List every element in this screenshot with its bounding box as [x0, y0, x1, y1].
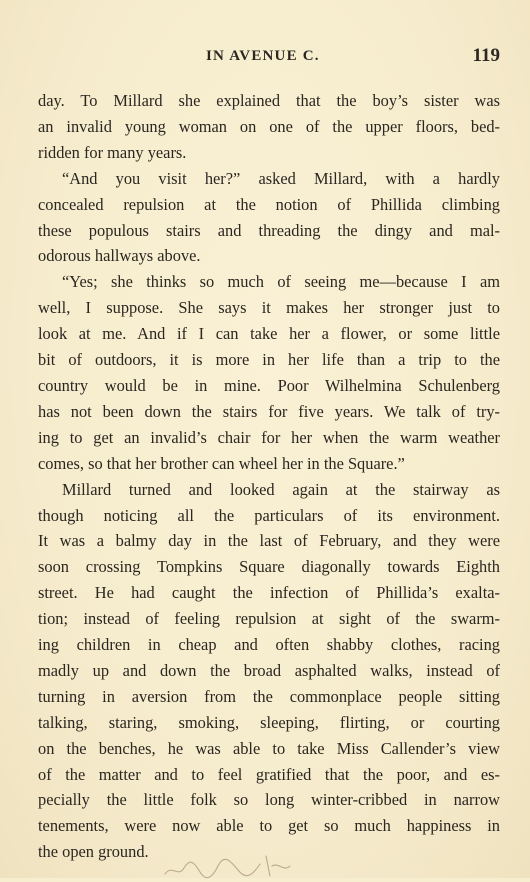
text-line: odorous hallways above. [38, 246, 201, 266]
text-line: pecially the little folk so long winter-cribbed in narrow [38, 790, 500, 810]
paragraph [38, 477, 500, 866]
text-line: has not been down the stairs for five years. We talk of try- [38, 401, 500, 421]
text-line: ing children in cheap and often shabby clothes, racing [38, 635, 500, 655]
text-line: on the benches, he was able to take Miss Callender’s view [38, 738, 500, 758]
text-line: well, I suppose. She says it makes her stronger just to [38, 298, 500, 318]
text-line: “And you visit her?” asked Millard, with a hardly [62, 168, 500, 188]
text-line: ridden for many years. [38, 142, 187, 162]
text-line: talking, staring, smoking, sleeping, flirting, or courting [38, 712, 500, 732]
text-line: soon crossing Tompkins Square diagonally towards Eighth [38, 557, 500, 577]
text-line: look at me. And if I can take her a flower, or some little [38, 324, 500, 344]
text-line: an invalid young woman on one of the upper floors, bed- [38, 116, 500, 136]
text-line: tenements, were now able to get so much happiness in [38, 816, 500, 836]
page-header [38, 45, 500, 74]
text-line: ing to get an invalid’s chair for her when the warm weather [38, 427, 500, 447]
text-line: comes, so that her brother can wheel her in the Square.” [38, 453, 405, 473]
text-line: country would be in mine. Poor Wilhelmina Schulenberg [38, 375, 500, 395]
paragraph [38, 88, 500, 166]
text-line: turning in aversion from the commonplace people sitting [38, 686, 500, 706]
text-line: madly up and down the broad asphalted walks, instead of [38, 660, 500, 680]
text-line: of the matter and to feel gratified that the poor, and es- [38, 764, 500, 784]
text-line: though noticing all the particulars of its environment. [38, 505, 500, 525]
text-line: street. He had caught the infection of Phillida’s exalta- [38, 583, 500, 603]
text-line: Millard turned and looked again at the stairway as [62, 479, 500, 499]
text-line: concealed repulsion at the notion of Phillida climbing [38, 194, 500, 214]
text-line: “Yes; she thinks so much of seeing me—because I am [62, 272, 500, 292]
body-text [38, 88, 500, 865]
text-line: the open ground. [38, 842, 149, 862]
paragraph [38, 166, 500, 270]
running-head: IN AVENUE C. [206, 48, 320, 64]
paragraph [38, 269, 500, 476]
text-line: It was a balmy day in the last of February, and they were [38, 531, 500, 551]
text-line: day. To Millard she explained that the boy’s sister was [38, 91, 500, 110]
text-line: bit of outdoors, it is more in her life than a trip to the [38, 350, 500, 370]
text-line: these populous stairs and threading the dingy and mal- [38, 220, 500, 240]
page-number: 119 [472, 45, 500, 66]
text-line: tion; instead of feeling repulsion at sight of the swarm- [38, 609, 500, 629]
